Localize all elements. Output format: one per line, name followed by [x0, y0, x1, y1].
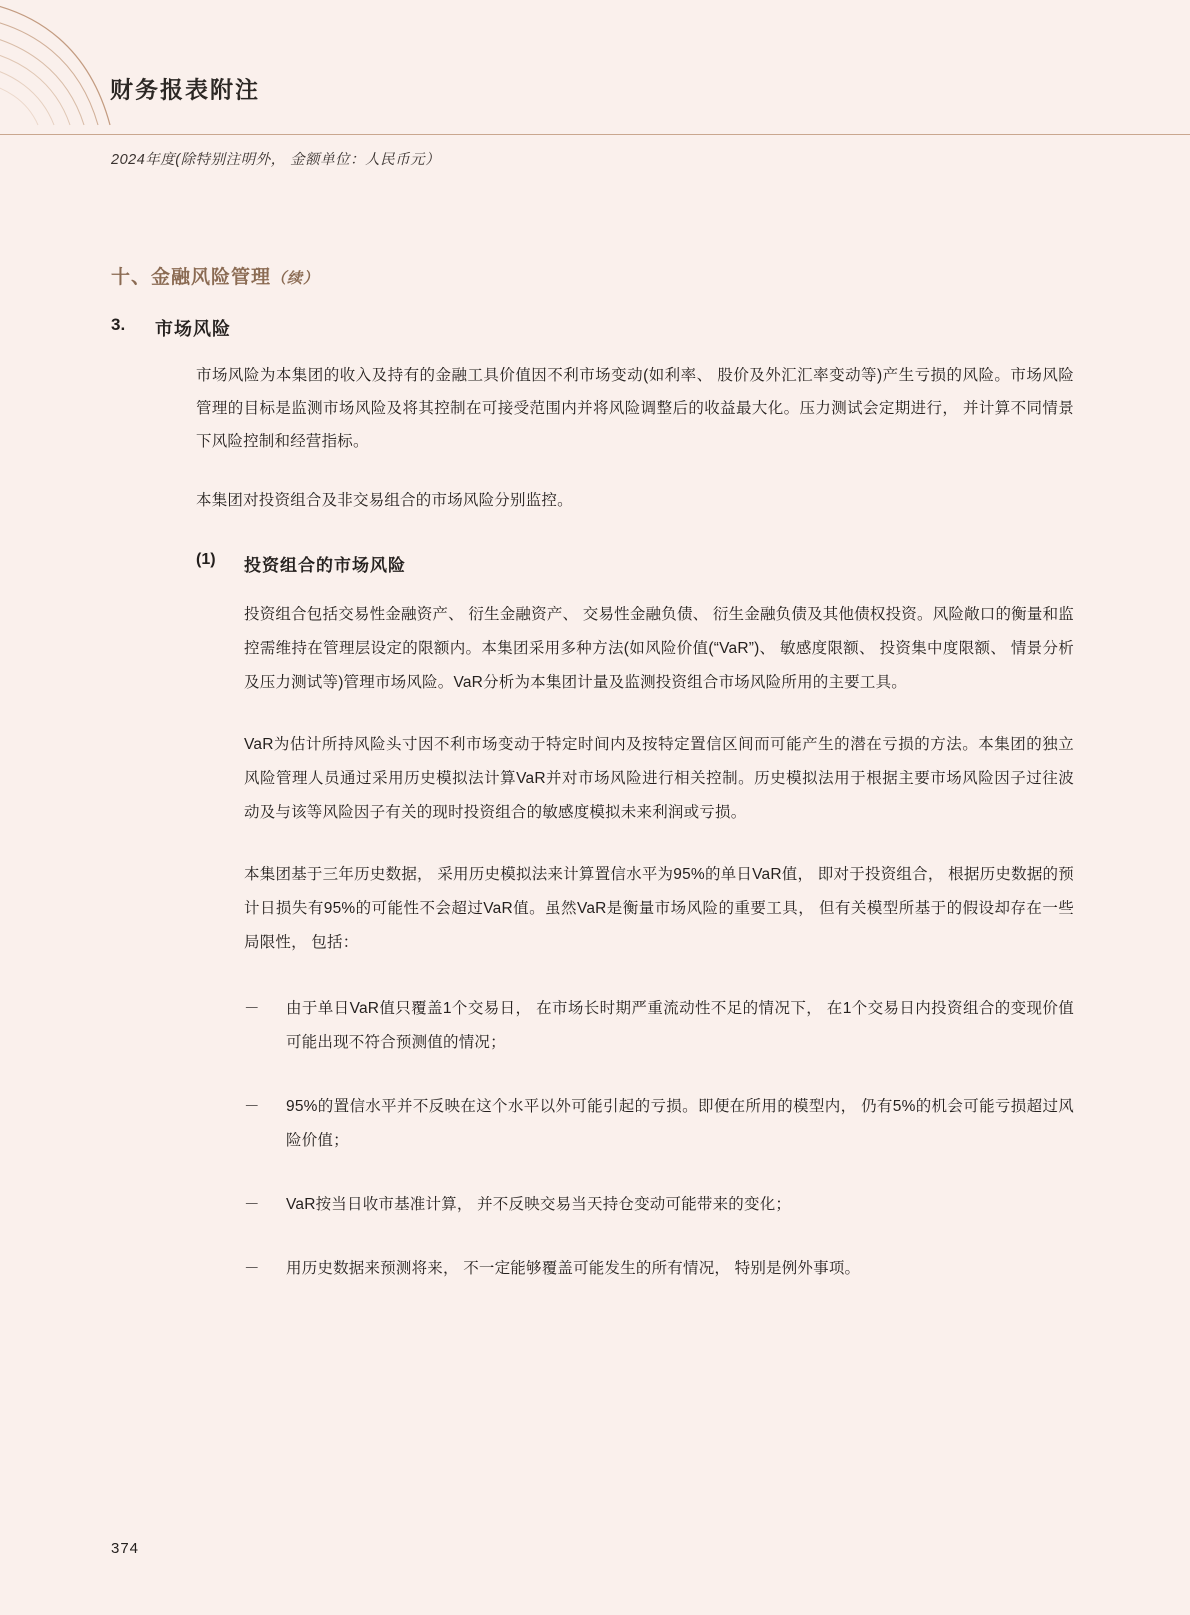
paragraph-var-confidence: 本集团基于三年历史数据， 采用历史模拟法来计算置信水平为95%的单日VaR值， 即对于投资组合， 根据历史数据的预计日损失有95%的可能性不会超过VaR值。虽然VaR是衡量市场风险的重要工具， 但有关模型所基于的假设却存在一些局限性， 包括：: [244, 866, 1074, 951]
list-item: [244, 1188, 1074, 1222]
page-title: 财务报表附注: [110, 76, 260, 103]
header-divider: [0, 134, 1190, 135]
section-continued-marker: （续）: [271, 270, 320, 287]
section-heading: [111, 262, 1190, 289]
page-header: [0, 0, 1190, 135]
section-heading-text: 十、金融风险管理: [111, 267, 272, 288]
list-item-text: 用历史数据来预测将来， 不一定能够覆盖可能发生的所有情况， 特别是例外事项。: [286, 1260, 861, 1277]
subsection-3-title: 市场风险: [155, 319, 231, 339]
bullet-dash-icon: －: [244, 1000, 260, 1017]
list-item-text: 由于单日VaR值只覆盖1个交易日， 在市场长时期严重流动性不足的情况下， 在1个交易日内投资组合的变现价值可能出现不符合预测值的情况；: [286, 1000, 1074, 1051]
bullet-dash-icon: －: [244, 1260, 260, 1277]
bullet-dash-icon: －: [244, 1098, 260, 1115]
list-item-text: 95%的置信水平并不反映在这个水平以外可能引起的亏损。即便在所用的模型内， 仍有5%的机会可能亏损超过风险价值；: [286, 1098, 1074, 1149]
list-item: [244, 1252, 1074, 1286]
paragraph-portfolio-composition: 投资组合包括交易性金融资产、 衍生金融资产、 交易性金融负债、 衍生金融负债及其他债权投资。风险敞口的衡量和监控需维持在管理层设定的限额内。本集团采用多种方法(如风险价值(“VaR”)、 敏感度限额、 投资集中度限额、 情景分析及压力测试等)管理市场风险。VaR分析为本集团计量及监测投资组合市场风险所用的主要工具。: [244, 606, 1074, 691]
subsection-3-heading: [111, 315, 1190, 341]
list-item: [244, 1090, 1074, 1158]
subsection-3-number: 3.: [111, 315, 126, 334]
page-number: 374: [111, 1540, 140, 1557]
list-item: [244, 992, 1074, 1060]
bullet-dash-icon: －: [244, 1196, 260, 1213]
paragraph-var-definition: VaR为估计所持风险头寸因不利市场变动于特定时间内及按特定置信区间而可能产生的潜在亏损的方法。本集团的独立风险管理人员通过采用历史模拟法计算VaR并对市场风险进行相关控制。历史模拟法用于根据主要市场风险因子过往波动及与该等风险因子有关的现时投资组合的敏感度模拟未来利润或亏损。: [244, 736, 1074, 821]
limitations-list: [244, 992, 1074, 1286]
paragraph-monitoring-scope: 本集团对投资组合及非交易组合的市场风险分别监控。: [196, 492, 573, 509]
subsection-1-title: 投资组合的市场风险: [244, 556, 406, 575]
subsection-1-label: (1): [196, 551, 216, 568]
list-item-text: VaR按当日收市基准计算， 并不反映交易当天持仓变动可能带来的变化；: [286, 1196, 792, 1213]
subsection-1-heading: [196, 551, 1074, 576]
paragraph-market-risk-definition: 市场风险为本集团的收入及持有的金融工具价值因不利市场变动(如利率、 股价及外汇汇率变动等)产生亏损的风险。市场风险管理的目标是监测市场风险及将其控制在可接受范围内并将风险调整后的收益最大化。压力测试会定期进行， 并计算不同情景下风险控制和经营指标。: [196, 367, 1074, 450]
document-body: [0, 262, 1190, 1316]
header-subtitle: 2024年度(除特别注明外， 金额单位：人民币元）: [111, 152, 441, 168]
